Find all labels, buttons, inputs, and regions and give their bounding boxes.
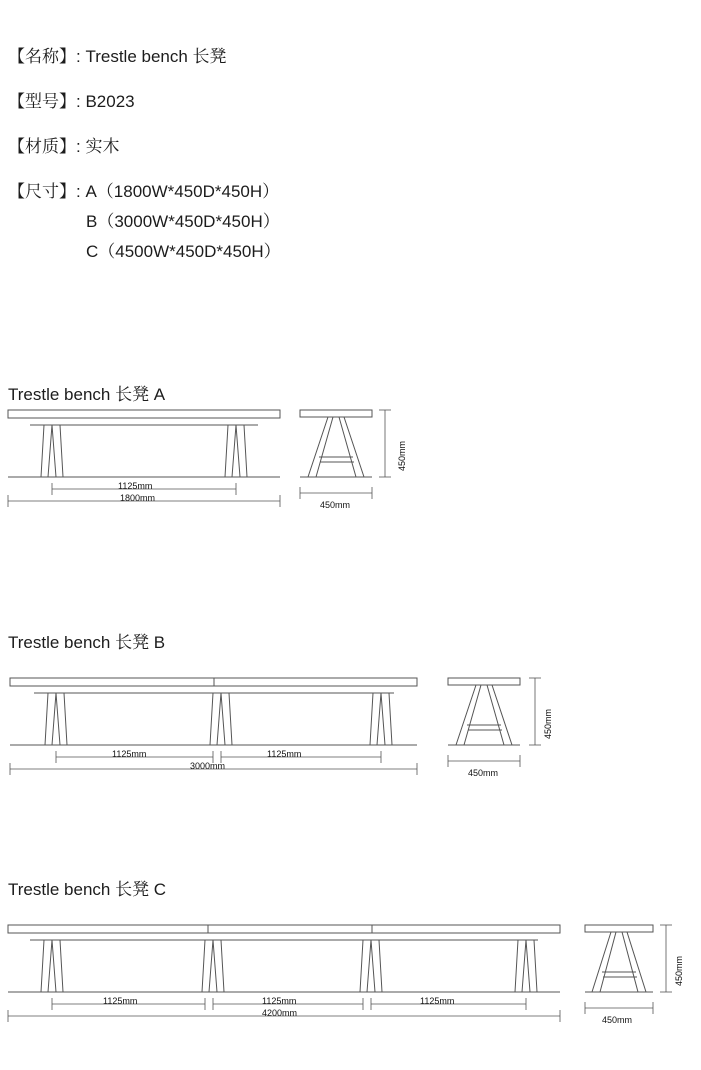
- dim-c-height: 450mm: [674, 955, 684, 986]
- bench-b-side-view: [443, 673, 573, 793]
- bench-section-b: [0, 628, 701, 808]
- dim-b-segment-1: 1125mm: [112, 749, 147, 759]
- dim-b-segment-2: 1125mm: [267, 749, 302, 759]
- bench-b-drawings: [0, 653, 560, 783]
- dim-c-segment-2: 1125mm: [262, 996, 297, 1006]
- spec-size-b: B（3000W*450D*450H）: [86, 212, 280, 231]
- spec-name: 【名称】: Trestle bench 长凳: [8, 47, 227, 66]
- dim-a-height: 450mm: [397, 440, 407, 471]
- bench-c-drawings: [0, 900, 690, 1040]
- bench-a-drawings: [0, 405, 420, 525]
- dim-c-segment-3: 1125mm: [420, 996, 455, 1006]
- spec-size-a: 【尺寸】: A（1800W*450D*450H）: [8, 182, 280, 201]
- product-spec-block: [8, 46, 668, 271]
- section-title-c: Trestle bench 长凳 C: [8, 880, 167, 899]
- bench-section-c: [0, 875, 701, 1055]
- dim-c-total: 4200mm: [262, 1008, 298, 1018]
- section-title-b: Trestle bench 长凳 B: [8, 633, 166, 652]
- dim-b-depth: 450mm: [468, 768, 499, 778]
- dim-a-segment-1: 1125mm: [118, 481, 153, 491]
- dim-c-depth: 450mm: [602, 1015, 633, 1025]
- bench-section-a: [0, 380, 701, 550]
- spec-model: 【型号】: B2023: [8, 92, 135, 111]
- spec-size-c: C（4500W*450D*450H）: [86, 242, 281, 261]
- dim-a-depth: 450mm: [320, 500, 351, 510]
- dim-b-total: 3000mm: [190, 761, 226, 771]
- dim-c-segment-1: 1125mm: [103, 996, 138, 1006]
- spec-material: 【材质】: 实木: [8, 137, 120, 156]
- dim-b-height: 450mm: [543, 708, 553, 739]
- dim-a-total: 1800mm: [120, 493, 156, 503]
- section-title-a: Trestle bench 长凳 A: [8, 385, 166, 404]
